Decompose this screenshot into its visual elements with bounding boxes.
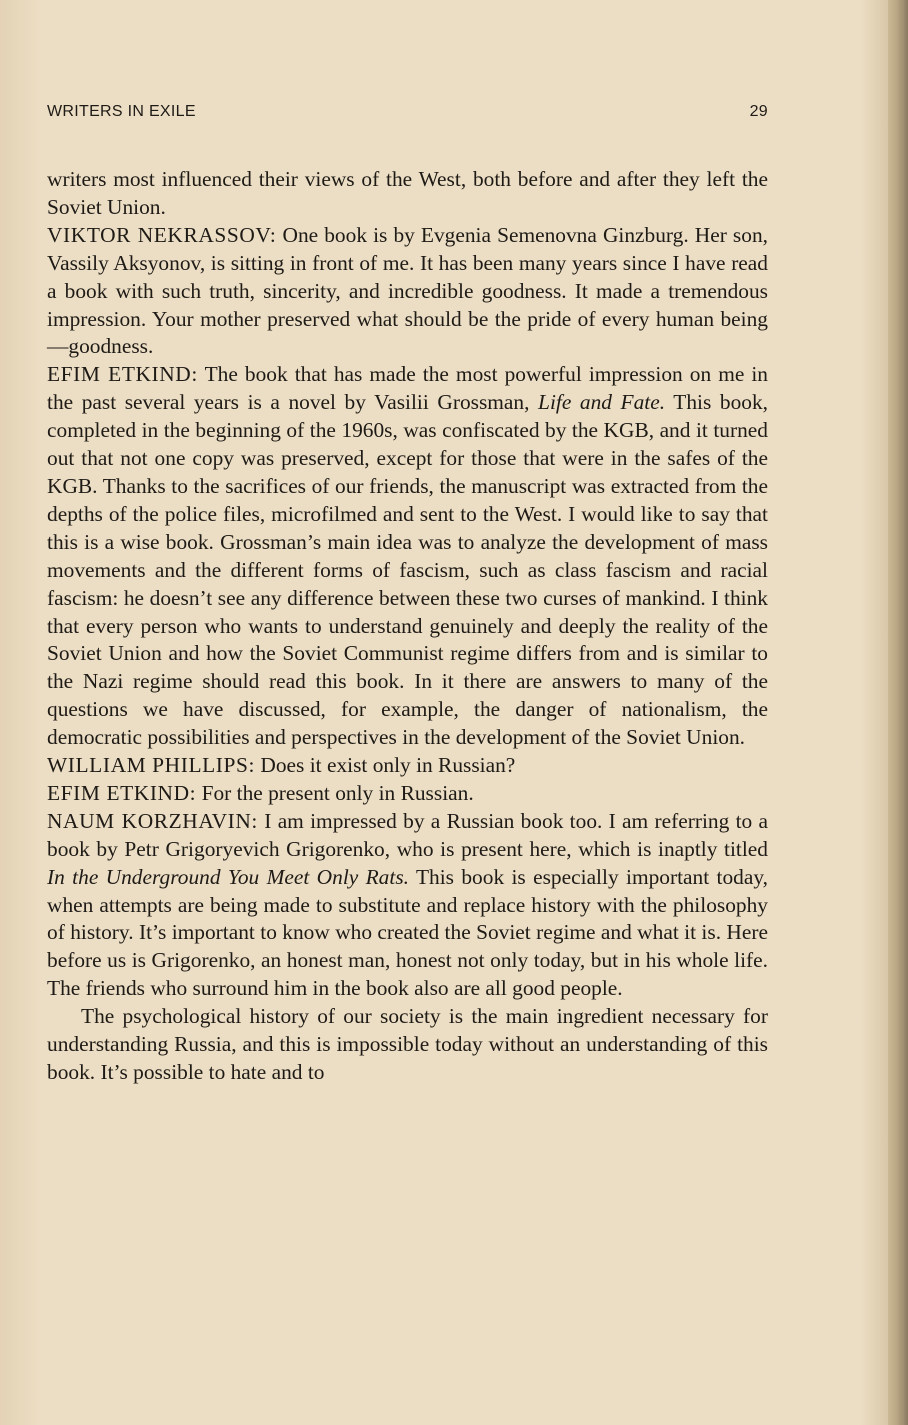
speaker-name: VIKTOR NEKRASSOV: [47, 222, 277, 247]
paragraph [47, 1003, 768, 1087]
paragraph [47, 166, 768, 222]
paragraph [47, 752, 768, 780]
book-title: In the Underground You Meet Only Rats. [47, 864, 409, 889]
paragraph-text: I am impressed by a Russian book too. I am referring to a book by Petr Grigoryevich Grigorenko, who is present here, which is inaptly titled [47, 808, 768, 861]
speaker-name: WILLIAM PHILLIPS: [47, 753, 256, 778]
paragraph [47, 361, 768, 752]
paragraph-text: writers most influenced their views of the West, both before and after they left the Soviet Union. [47, 167, 768, 219]
speaker-name: NAUM KORZHAVIN: [47, 808, 258, 833]
page-edge-shadow [888, 0, 908, 1425]
paragraph-text: The psychological history of our society is the main ingredient necessary for understanding Russia, and this is impossible today without an understanding of this book. It’s possible to hate and to [47, 1004, 768, 1084]
paragraph-text: This book is especially important today, when attempts are being made to substitute and replace history with the philosophy of history. It’s important to know who created the Soviet regime and what it is. Here before us is Grigorenko, an honest man, honest not only today, but in his whole life. The friends who surround him in the book also are all good people. [47, 864, 769, 1001]
paragraph-text: Does it exist only in Russian? [260, 753, 516, 778]
paragraph-text: The book that has made the most powerful impression on me in the past several years is a novel by Vasilii Grossman, [47, 362, 769, 415]
paragraph-text: This book, completed in the beginning of the 1960s, was confiscated by the KGB, and it turned out that not one copy was preserved, except for those that were in the safes of the KGB. Thanks to the sacrifices of our friends, the manuscript was extracted from the depths of the police files, microfilmed and sent to the West. I would like to say that this is a wise book. Grossman’s main idea was to analyze the development of mass movements and the different forms of fascism, such as class fascism and racial fascism: he doesn’t see any difference between these two curses of mankind. I think that every person who wants to understand genuinely and deeply the reality of the Soviet Union and how the Soviet Communist regime differs from and is similar to the Nazi regime should read this book. In it there are answers to many of the questions we have discussed, for example, the danger of nationalism, the democratic possibilities and perspectives in the development of the Soviet Union. [47, 390, 769, 750]
speaker-name: EFIM ETKIND: [47, 362, 198, 387]
paragraph-text: For the present only in Russian. [201, 780, 474, 805]
body-text [47, 166, 768, 1087]
page-number: 29 [749, 103, 768, 120]
paragraph [47, 222, 768, 362]
speaker-name: EFIM ETKIND: [47, 780, 197, 805]
paragraph [47, 780, 768, 808]
paragraph-text: One book is by Evgenia Semenovna Ginzburg. Her son, Vassily Aksyonov, is sitting in front of me. It has been many years since I have read a book with such truth, sincerity, and incredible goodness. It made a tremendous impression. Your mother preserved what should be the pride of every human being—goodness. [47, 222, 768, 359]
book-title: Life and Fate. [538, 390, 666, 415]
paragraph [47, 808, 768, 1003]
running-title: WRITERS IN EXILE [47, 103, 196, 120]
